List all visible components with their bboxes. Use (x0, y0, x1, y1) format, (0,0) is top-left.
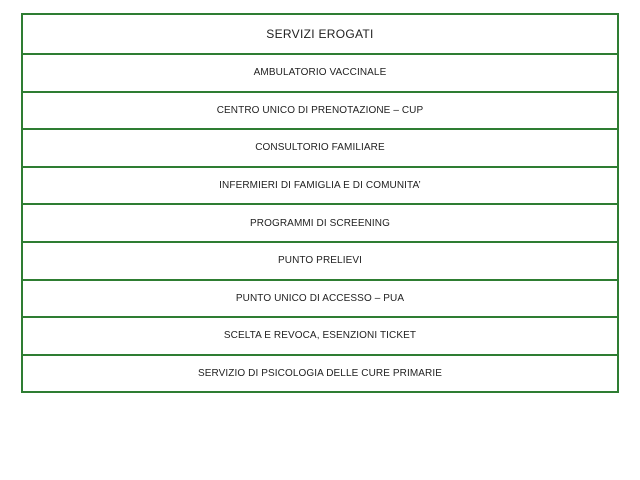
service-row-punto-prelievi[interactable]: PUNTO PRELIEVI (23, 241, 617, 279)
service-row-consultorio-familiare[interactable]: CONSULTORIO FAMILIARE (23, 128, 617, 166)
service-row-cup[interactable]: CENTRO UNICO DI PRENOTAZIONE – CUP (23, 91, 617, 129)
service-row-psicologia-cure-primarie[interactable]: SERVIZIO DI PSICOLOGIA DELLE CURE PRIMARIE (23, 354, 617, 392)
services-table (21, 13, 619, 393)
service-row-pua[interactable]: PUNTO UNICO DI ACCESSO – PUA (23, 279, 617, 317)
service-row-scelta-revoca[interactable]: SCELTA E REVOCA, ESENZIONI TICKET (23, 316, 617, 354)
service-row-ambulatorio-vaccinale[interactable]: AMBULATORIO VACCINALE (23, 53, 617, 91)
table-header: SERVIZI EROGATI (266, 27, 374, 41)
service-row-programmi-screening[interactable]: PROGRAMMI DI SCREENING (23, 203, 617, 241)
service-row-infermieri-famiglia[interactable]: INFERMIERI DI FAMIGLIA E DI COMUNITA’ (23, 166, 617, 204)
